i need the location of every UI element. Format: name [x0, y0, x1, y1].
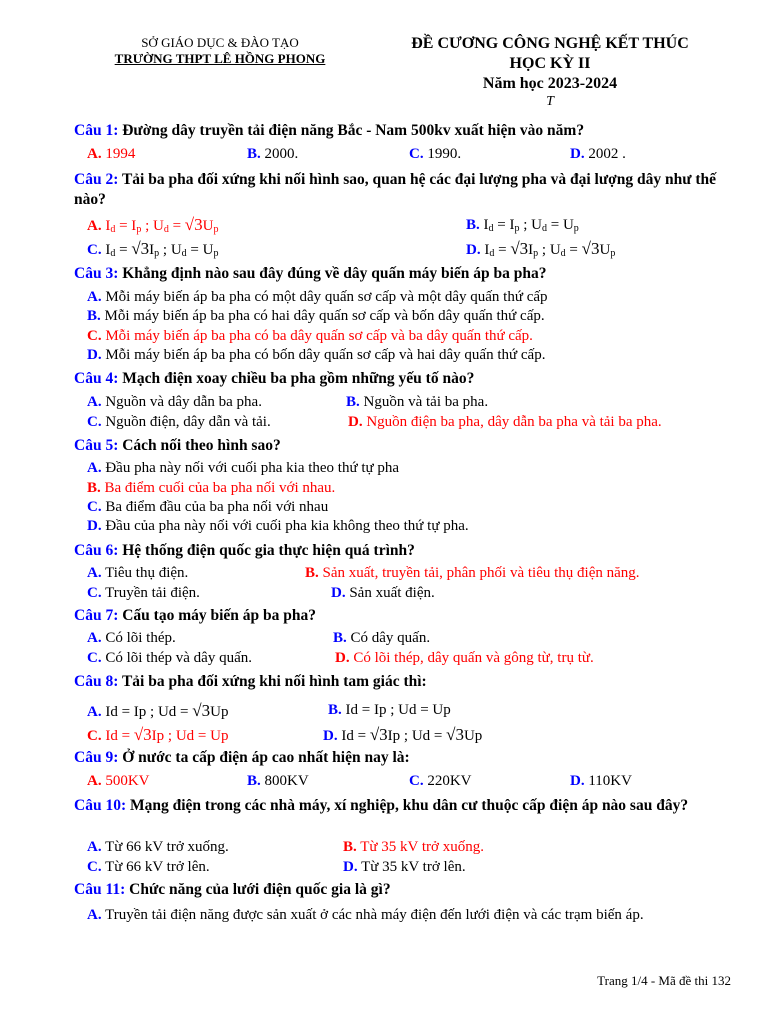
q3-option-d: D. Mỗi máy biến áp ba pha có bốn dây quấn sơ cấp và hai dây quấn thứ cấp. — [87, 347, 546, 363]
q5-option-b: B. Ba điểm cuối của ba pha nối với nhau. — [87, 480, 336, 496]
question-text: Cấu tạo máy biến áp ba pha? — [122, 607, 317, 624]
question-5 — [74, 437, 281, 455]
q10-option-d: D. Từ 35 kV trở lên. — [343, 859, 466, 875]
q5-option-a: A. Đầu pha này nối với cuối pha kia theo thứ tự pha — [87, 460, 400, 476]
q10-option-c: C. Từ 66 kV trở lên. — [87, 859, 210, 875]
question-number: Câu 2: — [74, 171, 119, 188]
question-number: Câu 10: — [74, 797, 127, 814]
question-text: Tải ba pha đối xứng khi nối hình sao, quan hệ các đại lượng pha và đại lượng dây như thế nào? — [74, 171, 717, 208]
department-name: SỞ GIÁO DỤC & ĐÀO TẠO — [141, 35, 299, 50]
question-6 — [74, 542, 415, 560]
q10-option-a: A. Từ 66 kV trở xuống. — [87, 839, 229, 855]
q9-option-b: B. 800KV — [247, 773, 309, 789]
question-3 — [74, 265, 547, 283]
q3-option-b: B. Mỗi máy biến áp ba pha có hai dây quấn sơ cấp và bốn dây quấn thứ cấp. — [87, 308, 545, 324]
q6-option-d: D. Sản xuất điện. — [331, 585, 435, 601]
question-text: Đường dây truyền tải điện năng Bắc - Nam 500kv xuất hiện vào năm? — [122, 122, 585, 139]
question-2 — [74, 170, 734, 210]
doc-title-line1: ĐỀ CƯƠNG CÔNG NGHỆ KẾT THÚC — [411, 35, 689, 52]
school-year: Năm học 2023-2024 — [482, 75, 618, 92]
header-left — [60, 35, 380, 67]
question-text: Ở nước ta cấp điện áp cao nhất hiện nay là: — [122, 749, 410, 766]
q7-option-b: B. Có dây quấn. — [333, 630, 431, 646]
q4-option-b: B. Nguồn và tải ba pha. — [346, 394, 489, 410]
q11-option-a: A. Truyền tải điện năng được sản xuất ở các nhà máy điện đến lưới điện và các trạm biến áp. — [87, 907, 644, 923]
q8-option-a: A. Id = Ip ; Ud = √3Up — [87, 701, 229, 720]
header-mark: T — [546, 94, 554, 109]
q4-option-a: A. Nguồn và dây dẫn ba pha. — [87, 394, 262, 410]
question-7 — [74, 607, 316, 625]
question-text: Cách nối theo hình sao? — [122, 437, 281, 454]
question-11 — [74, 881, 391, 899]
question-text: Mạch điện xoay chiều ba pha gồm những yếu tố nào? — [122, 370, 475, 387]
q1-option-a: A. 1994 — [87, 146, 136, 162]
question-4 — [74, 370, 474, 388]
question-1 — [74, 122, 584, 140]
school-name: TRƯỜNG THPT LÊ HỒNG PHONG — [114, 51, 326, 66]
question-number: Câu 9: — [74, 749, 119, 766]
q6-option-c: C. Truyền tải điện. — [87, 585, 200, 601]
q1-option-c: C. 1990. — [409, 146, 462, 162]
q3-option-a: A. Mỗi máy biến áp ba pha có một dây quấn sơ cấp và một dây quấn thứ cấp — [87, 289, 548, 305]
question-number: Câu 8: — [74, 673, 119, 690]
q8-option-d: D. Id = √3Ip ; Ud = √3Up — [323, 725, 483, 744]
q4-option-d: D. Nguồn điện ba pha, dây dẫn ba pha và tải ba pha. — [348, 414, 662, 430]
q5-option-d: D. Đầu của pha này nối với cuối pha kia không theo thứ tự pha. — [87, 518, 469, 534]
question-number: Câu 6: — [74, 542, 119, 559]
q8-option-c: C. Id = √3Ip ; Ud = Up — [87, 725, 229, 744]
q10-option-b: B. Từ 35 kV trở xuống. — [343, 839, 484, 855]
page-footer: Trang 1/4 - Mã đề thi 132 — [597, 973, 731, 988]
q6-option-b: B. Sản xuất, truyền tải, phân phối và tiêu thụ điện năng. — [305, 565, 640, 581]
q6-option-a: A. Tiêu thụ điện. — [87, 565, 189, 581]
q9-option-d: D. 110KV — [570, 773, 632, 789]
q2-option-c: C. $I_d = √3I_p$ ; $U_d = U_p$ — [87, 239, 219, 259]
q7-option-d: D. Có lõi thép, dây quấn và gông từ, trụ từ. — [335, 650, 594, 666]
question-number: Câu 1: — [74, 122, 119, 139]
q8-option-b: B. Id = Ip ; Ud = Up — [328, 702, 451, 718]
q7-option-c: C. Có lõi thép và dây quấn. — [87, 650, 252, 666]
question-number: Câu 4: — [74, 370, 119, 387]
q2-option-a: A. $I_d = I_p$ ; $U_d = √3U_p$ — [87, 215, 219, 235]
header-right — [370, 34, 730, 94]
doc-title-line2: HỌC KỲ II — [509, 55, 591, 72]
q5-option-c: C. Ba điểm đầu của ba pha nối với nhau — [87, 499, 329, 515]
question-text: Tải ba pha đối xứng khi nối hình tam giác thì: — [121, 673, 427, 690]
q4-option-c: C. Nguồn điện, dây dẫn và tải. — [87, 414, 271, 430]
question-number: Câu 5: — [74, 437, 119, 454]
question-8 — [74, 673, 427, 691]
question-10 — [74, 796, 734, 816]
question-number: Câu 3: — [74, 265, 119, 282]
q9-option-c: C. 220KV — [409, 773, 472, 789]
q7-option-a: A. Có lõi thép. — [87, 630, 176, 646]
question-text: Chức năng của lưới điện quốc gia là gì? — [129, 881, 391, 898]
q2-option-b: B. $I_d = I_p$ ; $U_d = U_p$ — [466, 217, 579, 234]
q3-option-c: C. Mỗi máy biến áp ba pha có ba dây quấn sơ cấp và ba dây quấn thứ cấp. — [87, 328, 533, 344]
q9-option-a: A. 500KV — [87, 773, 150, 789]
q1-option-d: D. 2002 . — [570, 146, 626, 162]
q1-option-b: B. 2000. — [247, 146, 299, 162]
question-9 — [74, 749, 410, 767]
question-text: Mạng điện trong các nhà máy, xí nghiệp, khu dân cư thuộc cấp điện áp nào sau đây? — [129, 797, 689, 814]
question-text: Hệ thống điện quốc gia thực hiện quá trình? — [122, 542, 415, 559]
question-text: Khẳng định nào sau đây đúng về dây quấn máy biến áp ba pha? — [122, 265, 547, 282]
q2-option-d: D. $I_d = √3I_p$ ; $U_d = √3U_p$ — [466, 239, 616, 259]
question-number: Câu 7: — [74, 607, 119, 624]
question-number: Câu 11: — [74, 881, 126, 898]
